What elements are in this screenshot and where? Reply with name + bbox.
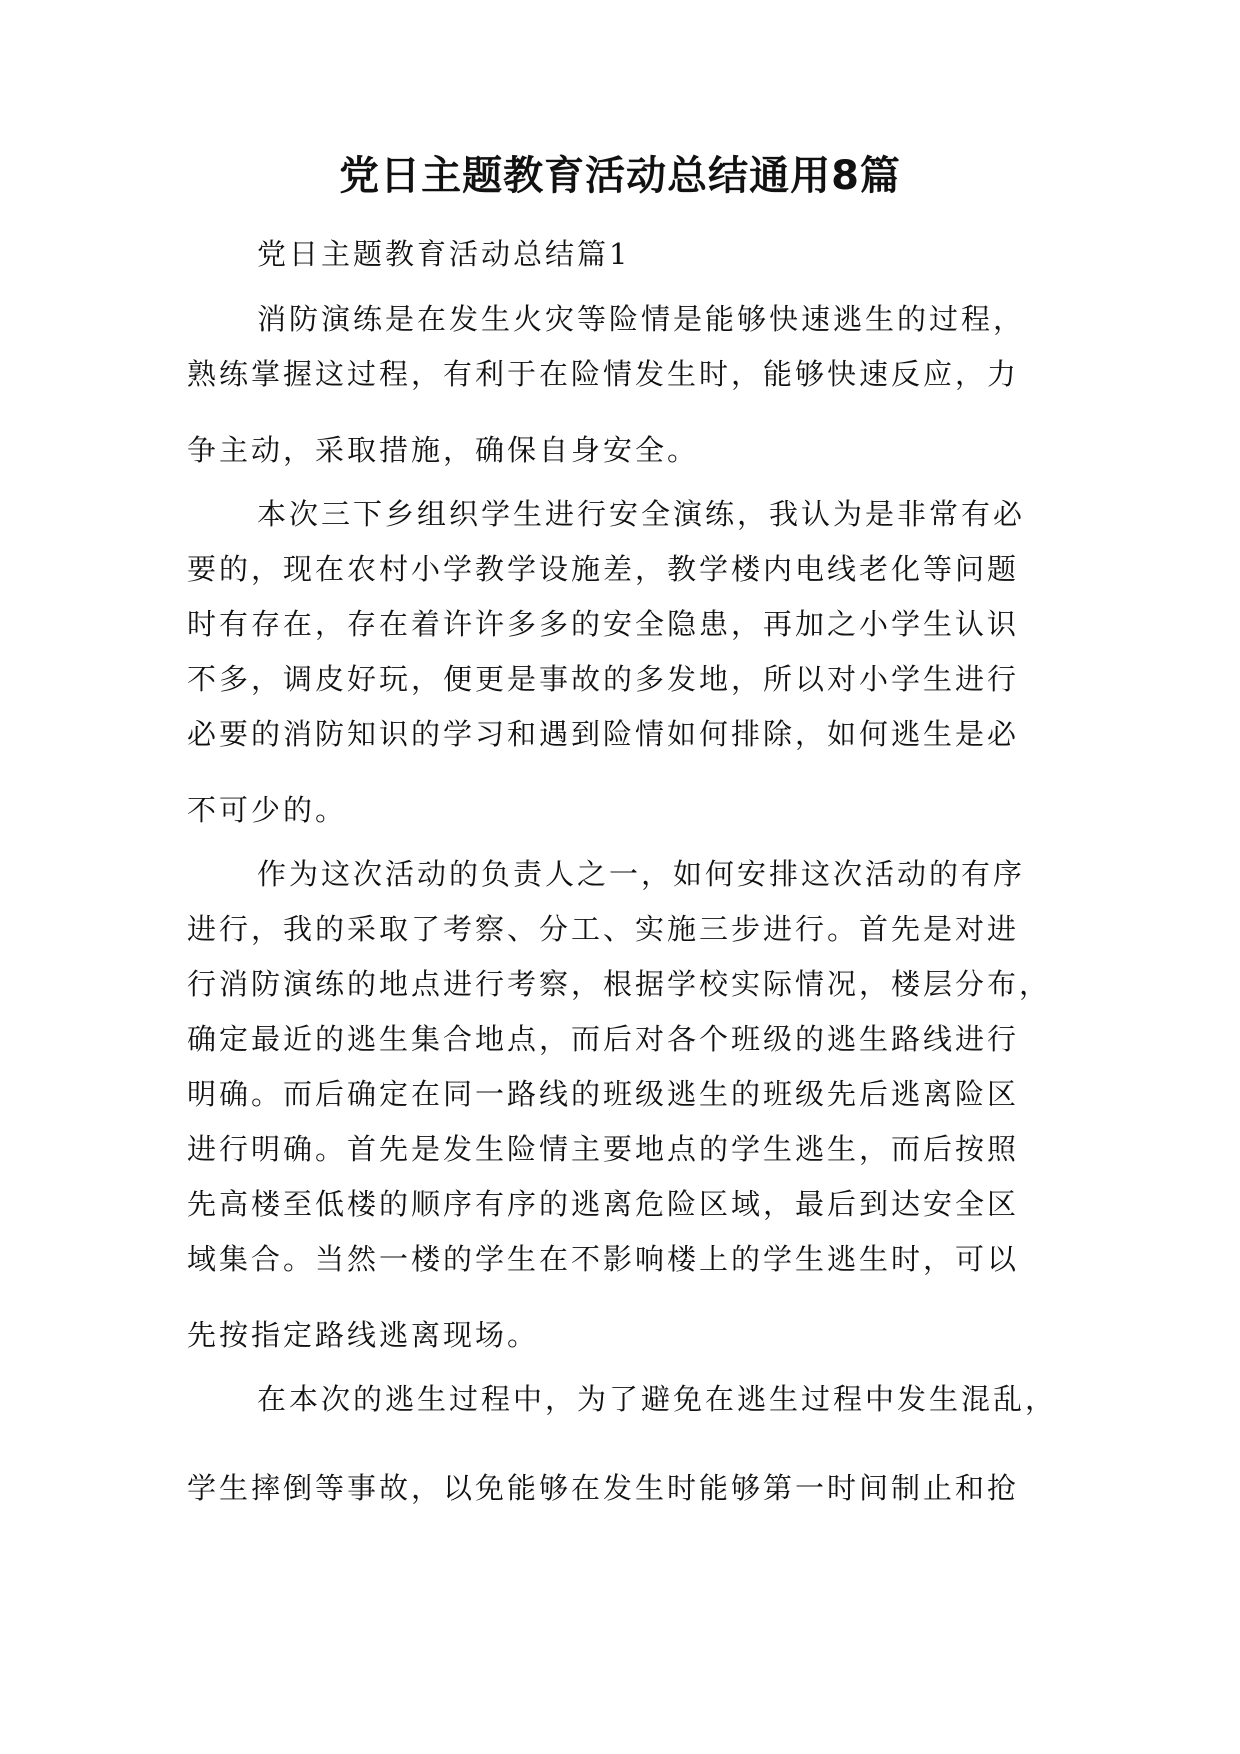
text-line: 时有存在，存在着许许多多的安全隐患，再加之小学生认识 <box>187 607 1020 641</box>
text-line: 行消防演练的地点进行考察，根据学校实际情况，楼层分布， <box>187 967 1052 1001</box>
text-line: 必要的消防知识的学习和遇到险情如何排除，如何逃生是必 <box>187 717 1020 751</box>
text-line: 先高楼至低楼的顺序有序的逃离危险区域，最后到达安全区 <box>187 1187 1020 1221</box>
text-line: 要的，现在农村小学教学设施差，教学楼内电线老化等问题 <box>187 552 1020 586</box>
text-line: 在本次的逃生过程中，为了避免在逃生过程中发生混乱， <box>257 1382 1058 1416</box>
text-line: 明确。而后确定在同一路线的班级逃生的班级先后逃离险区 <box>187 1077 1020 1111</box>
section-heading: 党日主题教育活动总结篇1 <box>257 237 631 271</box>
text-line: 不多，调皮好玩，便更是事故的多发地，所以对小学生进行 <box>187 662 1020 696</box>
text-line: 域集合。当然一楼的学生在不影响楼上的学生逃生时，可以 <box>187 1242 1020 1276</box>
text-line: 本次三下乡组织学生进行安全演练，我认为是非常有必 <box>257 497 1026 531</box>
text-line: 不可少的。 <box>187 793 348 827</box>
document-title: 党日主题教育活动总结通用8篇 <box>339 153 901 199</box>
text-line: 熟练掌握这过程，有利于在险情发生时，能够快速反应，力 <box>187 357 1020 391</box>
document-body <box>187 0 1067 1754</box>
text-line: 确定最近的逃生集合地点，而后对各个班级的逃生路线进行 <box>187 1022 1020 1056</box>
text-line: 争主动，采取措施，确保自身安全。 <box>187 433 700 467</box>
text-line: 作为这次活动的负责人之一，如何安排这次活动的有序 <box>257 857 1026 891</box>
text-line: 消防演练是在发生火灾等险情是能够快速逃生的过程， <box>257 302 1026 336</box>
text-line: 进行明确。首先是发生险情主要地点的学生逃生，而后按照 <box>187 1132 1020 1166</box>
text-line: 学生摔倒等事故，以免能够在发生时能够第一时间制止和抢 <box>187 1471 1020 1505</box>
text-line: 进行，我的采取了考察、分工、实施三步进行。首先是对进 <box>187 912 1020 946</box>
text-line: 先按指定路线逃离现场。 <box>187 1318 540 1352</box>
